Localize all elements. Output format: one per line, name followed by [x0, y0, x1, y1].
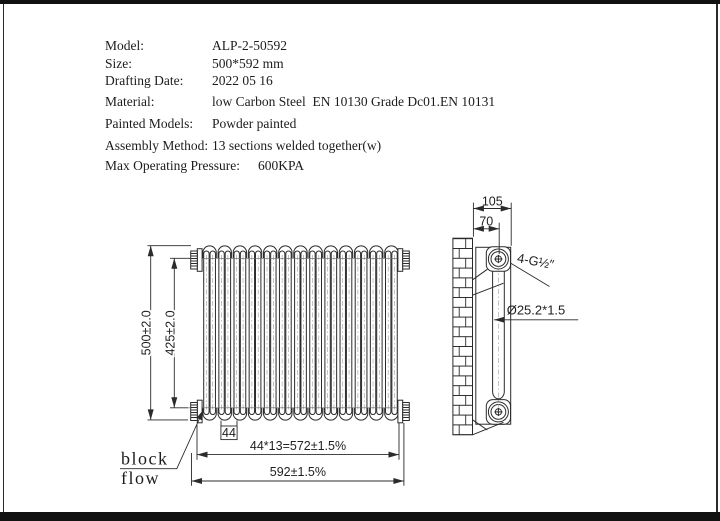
spec-value: Powder painted: [212, 116, 297, 131]
spec-value: low Carbon Steel EN 10130 Grade Dc01.EN 10131: [212, 94, 496, 109]
spec-value: 500*592 mm: [212, 56, 284, 71]
bottom-tapping-boss: [486, 400, 510, 425]
side-view: [453, 194, 578, 434]
top-wall-bracket: [473, 269, 504, 295]
block-flow-label-line2: flow: [121, 468, 160, 488]
wall-section: [453, 238, 473, 435]
thread-callout-text: 4-G½″: [515, 250, 556, 273]
dim-section-width-text: 44: [222, 425, 236, 440]
dim-overall-height-text: 500±2.0: [139, 310, 154, 356]
spec-value: 2022 05 16: [212, 73, 273, 88]
spec-label: Size:: [105, 56, 132, 71]
spec-label: Drafting Date:: [105, 73, 184, 88]
spec-label: Material:: [105, 94, 155, 109]
spec-label: Model:: [105, 38, 144, 53]
end-cap-bottom-left: [191, 400, 202, 423]
front-view-sections: [203, 246, 398, 420]
spec-value: 600KPA: [258, 158, 305, 173]
dim-sections-total-text: 44*13=572±1.5%: [249, 438, 347, 453]
dim-overall-width-text: 592±1.5%: [269, 465, 327, 479]
spec-label: Assembly Method:: [105, 138, 209, 153]
end-cap-top-right: [398, 249, 409, 272]
thread-callout: [511, 250, 556, 286]
dim-tapping-centers-text: 425±2.0: [163, 310, 178, 356]
spec-label: Max Operating Pressure:: [105, 158, 240, 173]
pipe-diameter-callout: [494, 303, 578, 320]
front-view: [120, 246, 410, 488]
end-cap-bottom-right: [398, 400, 409, 423]
dim-section-width: [221, 421, 237, 440]
spec-value: 13 sections welded together(w): [212, 138, 382, 153]
spec-value: ALP-2-50592: [212, 38, 287, 53]
dim-depth-text: 105: [481, 194, 503, 209]
spec-label: Painted Models:: [105, 116, 194, 131]
block-flow-label-line1: block: [121, 448, 169, 469]
pipe-diameter-text: Ø25.2*1.5: [506, 302, 566, 318]
dim-wall-to-center-text: 70: [479, 214, 494, 229]
end-cap-top-left: [191, 249, 202, 272]
dim-tapping-centers: [163, 258, 190, 408]
